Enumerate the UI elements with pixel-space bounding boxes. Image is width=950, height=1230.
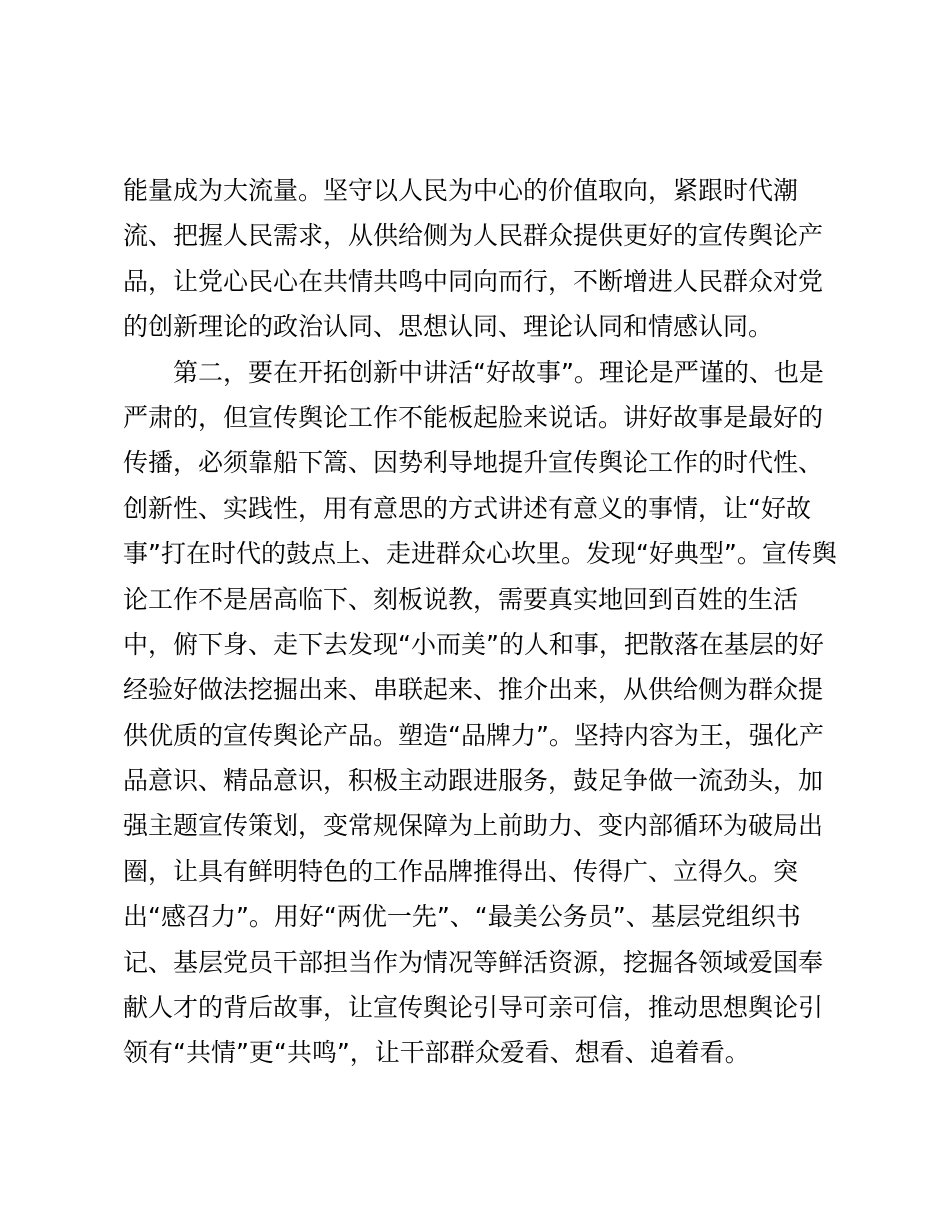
text-line: 创新性、实践性，用有意思的方式讲述有意义的事情，让“好故: [123, 493, 811, 523]
text-line: 出“感召力”。用好“两优一先”、“最美公务员”、基层党组织书: [123, 902, 801, 932]
text-line: 品意识、精品意识，积极主动跟进服务，鼓足争做一流劲头，加: [123, 766, 824, 796]
text-line: 献人才的背后故事，让宣传舆论引导可亲可信，推动思想舆论引: [123, 993, 824, 1023]
text-line: 圈，让具有鲜明特色的工作品牌推得出、传得广、立得久。突: [123, 856, 799, 886]
text-line: 强主题宣传策划，变常规保障为上前助力、变内部循环为破局出: [123, 811, 824, 841]
text-line: 记、基层党员干部担当作为情况等鲜活资源，挖掘各领域爱国奉: [123, 947, 824, 977]
text-line: 流、把握人民需求，从供给侧为人民群众提供更好的宣传舆论产: [123, 221, 824, 251]
text-line: 严肃的，但宣传舆论工作不能板起脸来说话。讲好故事是最好的: [123, 402, 824, 432]
text-line: 经验好做法挖掘出来、串联起来、推介出来，从供给侧为群众提: [123, 675, 824, 705]
text-line: 能量成为大流量。坚守以人民为中心的价值取向，紧跟时代潮: [123, 176, 799, 205]
text-line: 供优质的宣传舆论产品。塑造“品牌力”。坚持内容为王，强化产: [123, 720, 824, 750]
text-line: 传播，必须靠船下篙、因势利导地提升宣传舆论工作的时代性、: [123, 448, 824, 478]
text-line: 品，让党心民心在共情共鸣中同向而行，不断增进人民群众对党: [123, 266, 824, 296]
text-line: 第二，要在开拓创新中讲活“好故事”。理论是严谨的、也是: [123, 357, 824, 387]
text-line: 中，俯下身、走下去发现“小而美”的人和事，把散落在基层的好: [123, 629, 824, 659]
text-line: 事”打在时代的鼓点上、走进群众心坎里。发现“好典型”。宣传舆: [123, 539, 837, 569]
body-text: [123, 168, 843, 1076]
text-line: 的创新理论的政治认同、思想认同、理论认同和情感认同。: [123, 312, 774, 342]
text-line: 论工作不是居高临下、刻板说教，需要真实地回到百姓的生活: [123, 584, 799, 614]
text-line: 领有“共情”更“共鸣”，让干部群众爱看、想看、追着看。: [123, 1038, 750, 1068]
